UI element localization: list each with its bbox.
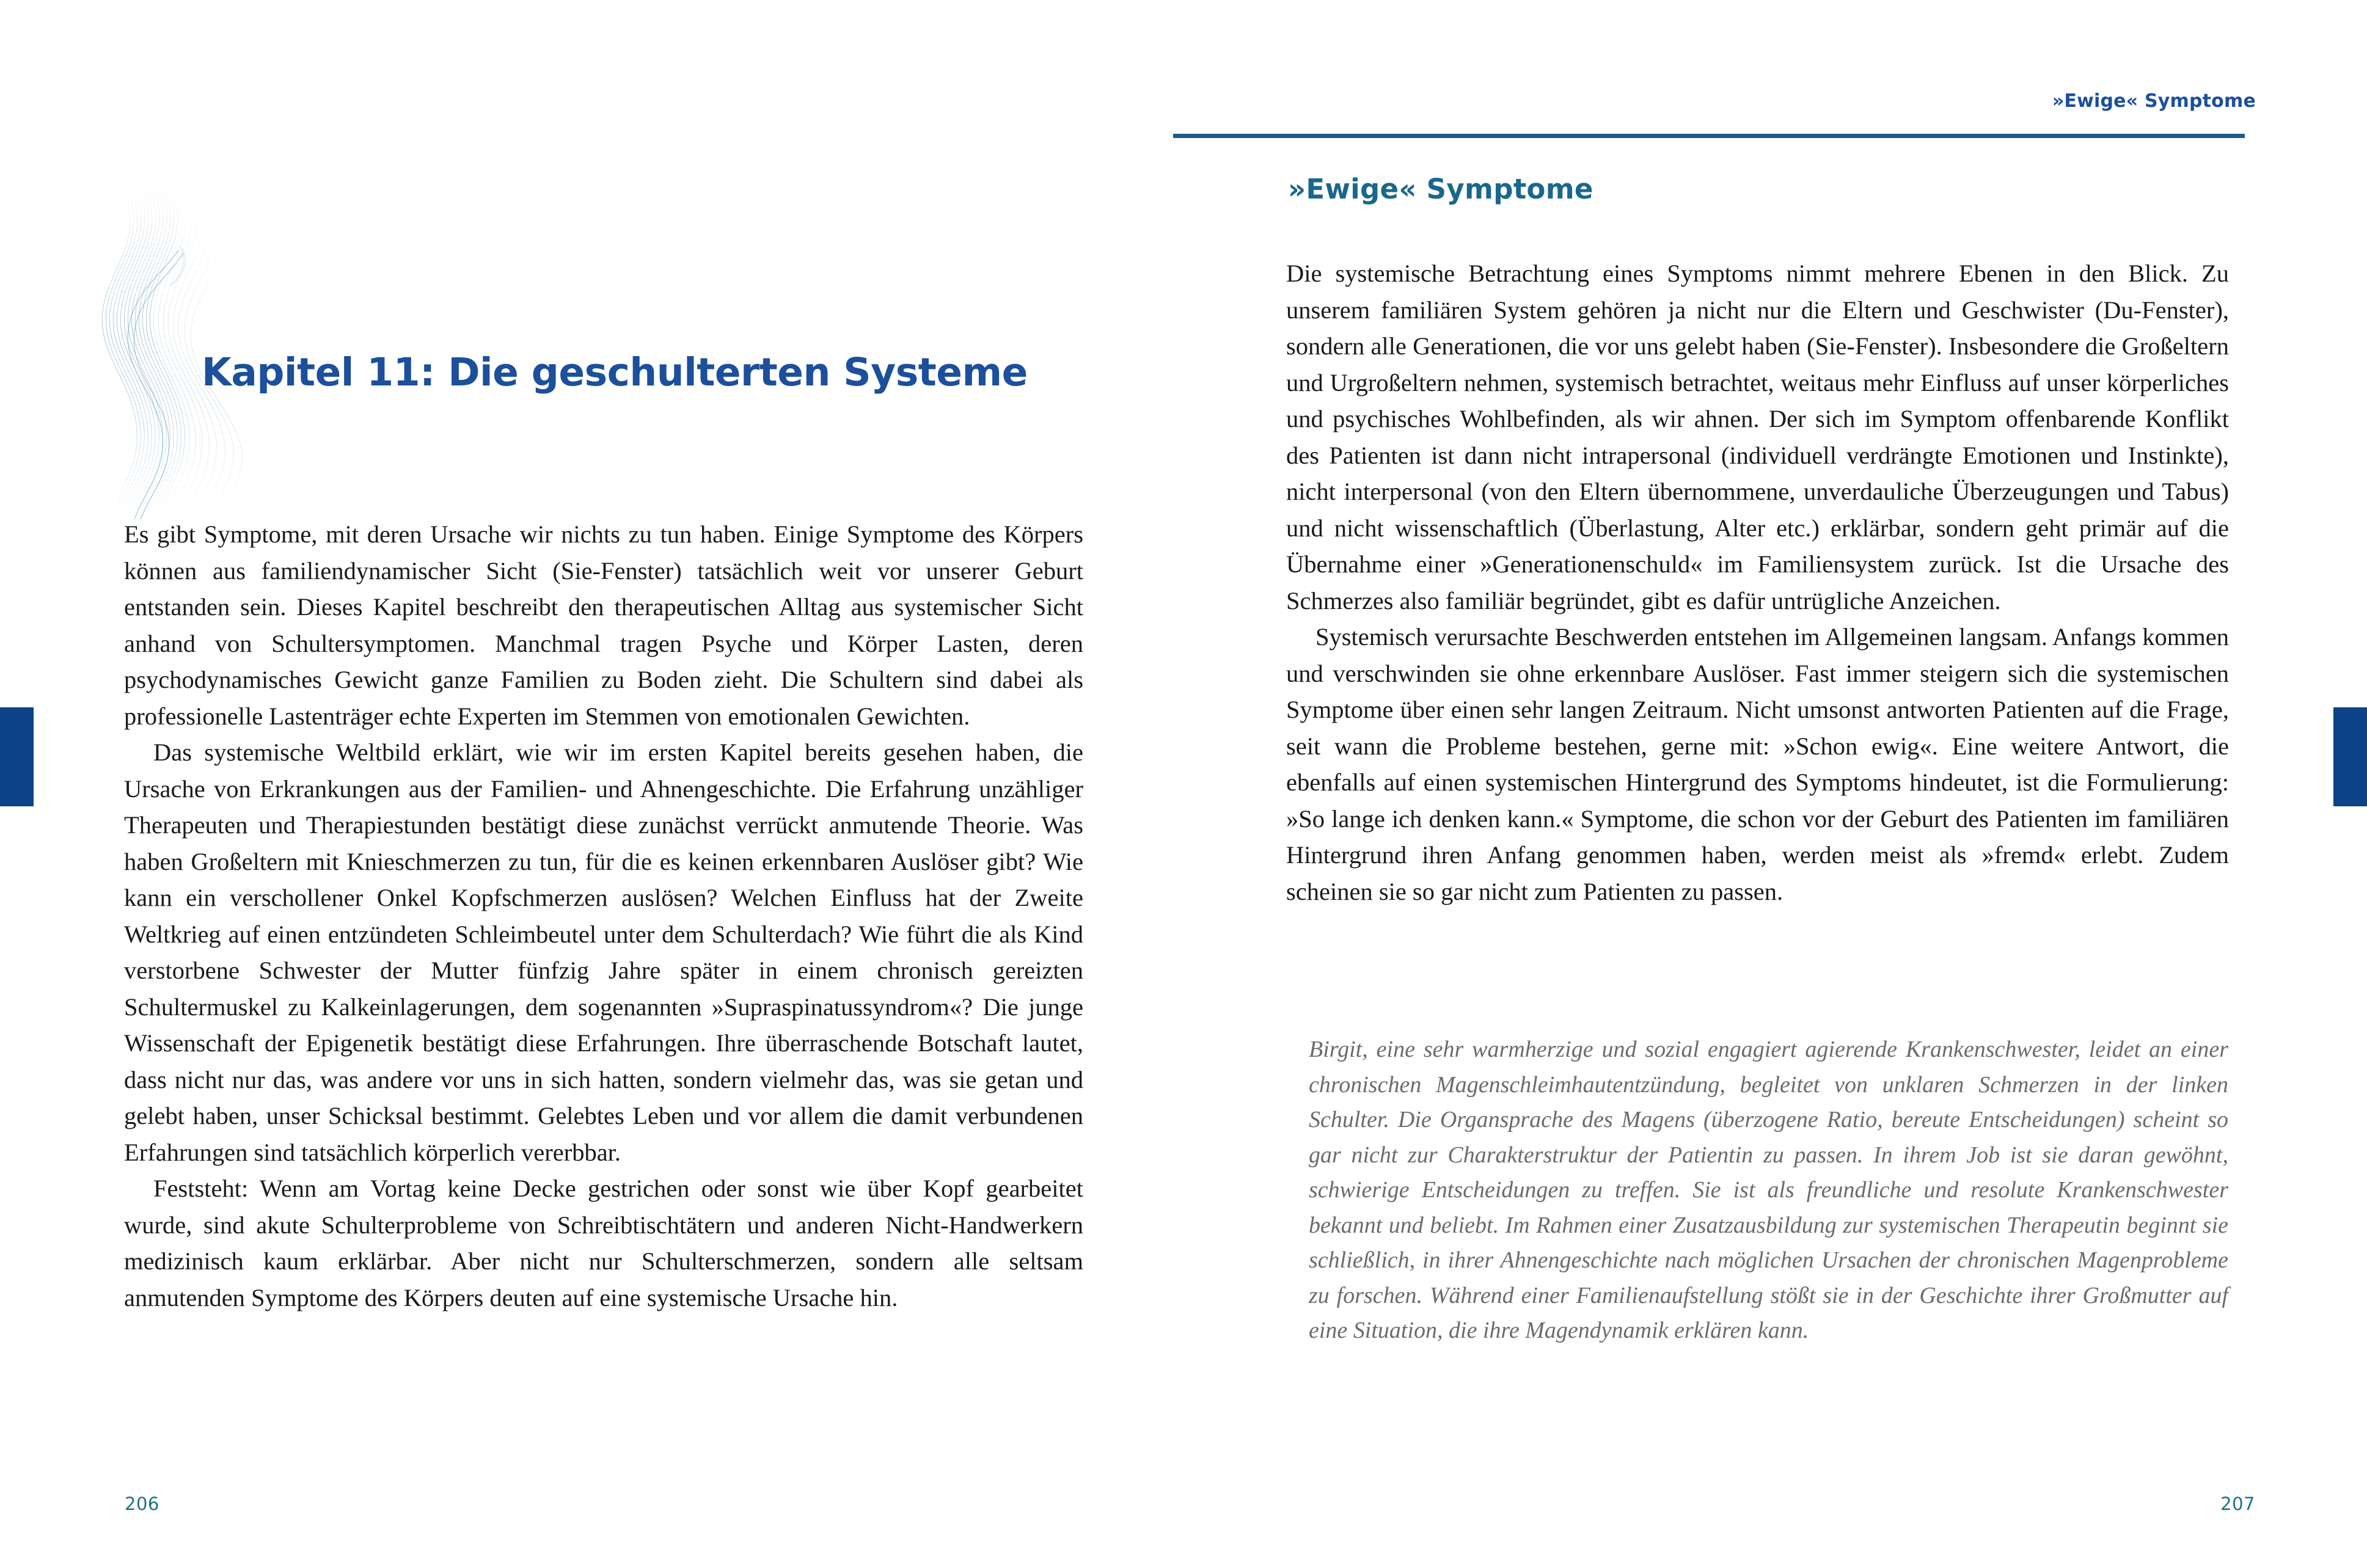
page-number-left: 206 xyxy=(125,1493,159,1514)
left-page-body-text xyxy=(124,516,1083,1316)
case-study-text: Birgit, eine sehr warmherzige und sozial engagiert agierende Krankenschwester, leidet an einer chronischen Magenschleimhautentzündung, begleitet von unklaren Schmerzen in der linken Schulter. Die Organsprache des Magens (überzogene Ratio, bereute Entscheidungen) scheint so gar nicht zur Charakterstruktur der Patientin zu passen. In ihrem Job ist sie daran gewöhnt, schwierige Entscheidungen zu treffen. Sie ist als freundliche und resolute Krankenschwester bekannt und beliebt. Im Rahmen einer Zusatzausbildung zur systemischen Therapeutin beginnt sie schließlich, in ihrer Ahnengeschichte nach möglichen Ursachen der chronischen Magenprobleme zu forschen. Während einer Familienaufstellung stößt sie in der Geschichte ihrer Großmutter auf eine Situation, die ihre Magendynamik erklären kann. xyxy=(1309,1037,2228,1343)
running-head: »Ewige« Symptome xyxy=(2052,90,2256,112)
right-page-body-text xyxy=(1286,255,2229,910)
paragraph: Die systemische Betrachtung eines Symptoms nimmt mehrere Ebenen in den Blick. Zu unserem familiären System gehören ja nicht nur die Eltern und Geschwister (Du-Fenster), sondern alle Generationen, die vor uns gelebt haben (Sie-Fenster). Insbesondere die Großeltern und Urgroßeltern nehmen, systemisch betrachtet, weitaus mehr Einfluss auf unser körperliches und psychisches Wohlbefinden, als wir ahnen. Der sich im Symptom offenbarende Konflikt des Patienten ist dann nicht intrapersonal (individuell verdrängte Emotionen und Instinkte), nicht interpersonal (von den Eltern übernommene, unverdauliche Überzeugungen und Tabus) und nicht wissenschaftlich (Überlastung, Alter etc.) erklärbar, sondern geht primär auf die Übernahme einer »Generationenschuld« im Familiensystem zurück. Ist die Ursache des Schmerzes also familiär begründet, gibt es dafür untrügliche Anzeichen. xyxy=(1286,260,2229,614)
right-page xyxy=(1184,0,2367,1568)
paragraph: Feststeht: Wenn am Vortag keine Decke gestrichen oder sonst wie über Kopf gearbeitet wurde, sind akute Schulterprobleme von Schreibtischtätern und anderen Nicht-Handwerkern medizinisch kaum erklärbar. Aber nicht nur Schulterschmerzen, sondern alle seltsam anmutenden Symptome des Körpers deuten auf eine systemische Ursache hin. xyxy=(124,1175,1083,1311)
paragraph: Das systemische Weltbild erklärt, wie wir im ersten Kapitel bereits gesehen haben, die Ursache von Erkrankungen aus der Familien- und Ahnengeschichte. Die Erfahrung unzähliger Therapeuten und Therapiestunden bestätigt diese zunächst verrückt anmutende Theorie. Was haben Großeltern mit Knieschmerzen zu tun, für die es keinen erkennbaren Auslöser gibt? Wie kann ein verschollener Onkel Kopfschmerzen auslösen? Welchen Einfluss hat der Zweite Weltkrieg auf einen entzündeten Schleimbeutel unter dem Schulterdach? Wie führt die als Kind verstorbene Schwester der Mutter fünfzig Jahre später in einem chronisch gereizten Schultermuskel zu Kalkeinlagerungen, dem sogenannten »Supraspinatussyndrom«? Die junge Wissenschaft der Epigenetik bestätigt diese Erfahrungen. Ihre überraschende Botschaft lautet, dass nicht nur das, was andere vor uns in sich hatten, sondern vielmehr das, was sie getan und gelebt haben, unser Schicksal bestimmt. Gelebtes Leben und vor allem die damit verbundenen Erfahrungen sind tatsächlich körperlich vererbbar. xyxy=(124,738,1083,1166)
decorative-wave-ribbon-graphic xyxy=(81,166,276,520)
page-number-right: 207 xyxy=(2220,1493,2255,1514)
header-rule-divider xyxy=(1173,134,2245,138)
chapter-title: Kapitel 11: Die geschulterten Systeme xyxy=(202,350,1028,395)
paragraph: Systemisch verursachte Beschwerden entstehen im Allgemeinen langsam. Anfangs kommen und verschwinden sie ohne erkennbare Auslöser. Fast immer steigern sich die systemischen Symptome über einen sehr langen Zeitraum. Nicht umsonst antworten Patienten auf die Frage, seit wann die Probleme bestehen, gerne mit: »Schon ewig«. Eine weitere Antwort, die ebenfalls auf einen systemischen Hintergrund des Symptoms hindeutet, ist die Formulierung: »So lange ich denken kann.« Symptome, die schon vor der Geburt des Patienten im familiären Hintergrund ihren Anfang genommen haben, werden meist als »fremd« erlebt. Zudem scheinen sie so gar nicht zum Patienten zu passen. xyxy=(1286,623,2229,905)
paragraph: Es gibt Symptome, mit deren Ursache wir nichts zu tun haben. Einige Symptome des Körpers können aus familiendynamischer Sicht (Sie-Fenster) tatsächlich weit vor unserer Geburt entstanden sein. Dieses Kapitel beschreibt den therapeutischen Alltag aus systemischer Sicht anhand von Schultersymptomen. Manchmal tragen Psyche und Körper Lasten, deren psychodynamisches Gewicht ganze Familien zu Boden zieht. Die Schultern sind dabei als professionelle Lastenträger echte Experten im Stemmen von emotionalen Gewichten. xyxy=(124,520,1083,730)
case-study-block xyxy=(1309,1032,2228,1349)
section-title: »Ewige« Symptome xyxy=(1288,173,1593,205)
